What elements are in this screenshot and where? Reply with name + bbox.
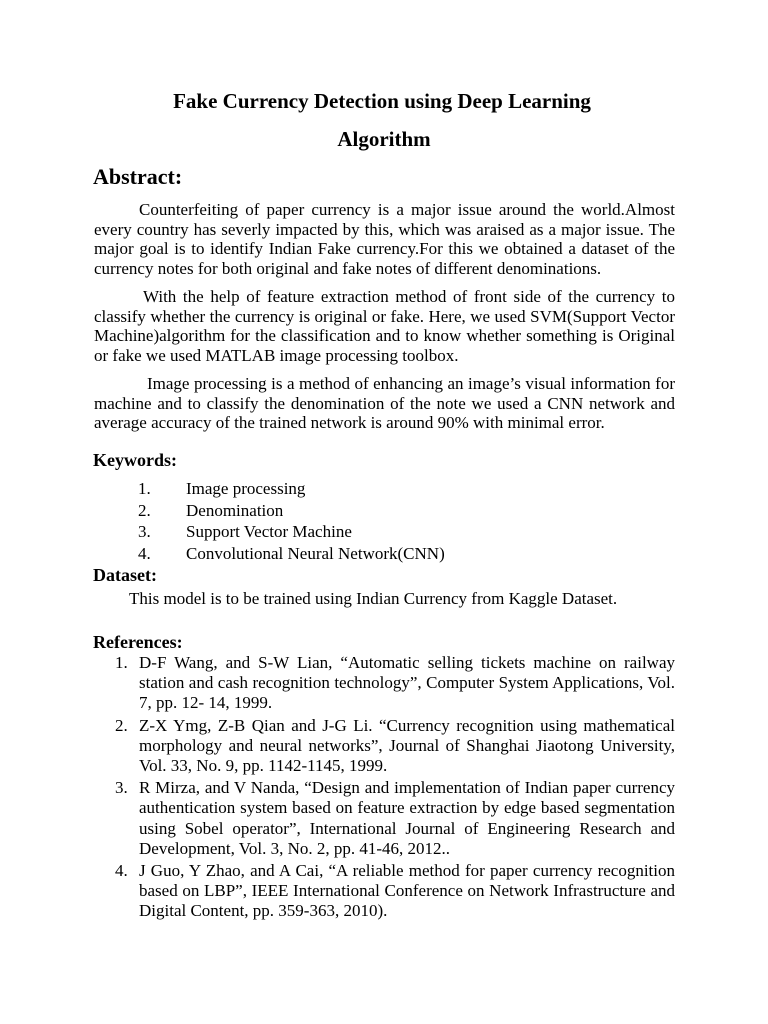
references-heading: References: xyxy=(93,632,183,652)
keyword-number: 1. xyxy=(138,479,151,498)
reference-text: J Guo, Y Zhao, and A Cai, “A reliable method for paper currency recognition based on LBP”, IEEE International Conference on Network Infrastructure and Digital Content, pp. 359-363, 2010). xyxy=(139,861,675,921)
reference-number: 1. xyxy=(115,653,128,672)
reference-number: 3. xyxy=(115,778,128,798)
keyword-item xyxy=(0,521,768,543)
abstract-paragraph-2: With the help of feature extraction method of front side of the currency to classify whether the currency is original or fake. Here, we used SVM(Support Vector Machine)algorithm for the classification and to know whether something is Original or fake we used MATLAB image processing toolbox. xyxy=(94,287,675,365)
keyword-number: 4. xyxy=(138,543,151,563)
reference-text: R Mirza, and V Nanda, “Design and implementation of Indian paper currency authentication system based on feature extraction by edge based segmentation using Sobel operator”, International Journal of Engineering Research and Development, Vol. 3, No. 2, pp. 41-46, 2012.. xyxy=(139,778,675,858)
keywords-list xyxy=(0,478,768,564)
keyword-number: 2. xyxy=(138,500,151,520)
document-title-line-1: Fake Currency Detection using Deep Learning xyxy=(173,89,591,113)
reference-item xyxy=(0,861,675,922)
document-title-line-2: Algorithm xyxy=(337,127,431,151)
reference-text: D-F Wang, and S-W Lian, “Automatic selling tickets machine on railway station and cash recognition technology”, Computer System Applications, Vol. 7, pp. 12- 14, 1999. xyxy=(139,653,675,713)
dataset-heading: Dataset: xyxy=(93,565,157,585)
abstract-paragraph-1: Counterfeiting of paper currency is a major issue around the world.Almost every country has severly impacted by this, which was araised as a major issue. The major goal is to identify Indian Fake currency.For this we obtained a dataset of the currency notes for both original and fake notes of different denominations. xyxy=(94,200,675,278)
reference-text: Z-X Ymg, Z-B Qian and J-G Li. “Currency recognition using mathematical morphology and neural networks”, Journal of Shanghai Jiaotong University, Vol. 33, No. 9, pp. 1142-1145, 1999. xyxy=(139,715,675,776)
keyword-text: Convolutional Neural Network(CNN) xyxy=(186,543,445,563)
keyword-text: Support Vector Machine xyxy=(186,522,352,541)
abstract-paragraph-3: Image processing is a method of enhancing an image’s visual information for machine and to classify the denomination of the note we used a CNN network and average accuracy of the trained network is around 90% with minimal error. xyxy=(94,374,675,432)
references-list xyxy=(0,653,768,924)
dataset-text: This model is to be trained using Indian Currency from Kaggle Dataset. xyxy=(129,589,618,608)
keyword-item xyxy=(0,500,768,522)
keyword-item xyxy=(0,543,768,565)
reference-item xyxy=(0,716,675,777)
reference-number: 4. xyxy=(115,861,128,881)
keyword-text: Denomination xyxy=(186,500,284,520)
reference-item xyxy=(0,778,675,859)
reference-number: 2. xyxy=(115,715,128,735)
keyword-item xyxy=(0,478,768,500)
reference-item xyxy=(0,653,675,714)
abstract-heading: Abstract: xyxy=(93,164,183,189)
keyword-text: Image processing xyxy=(186,479,306,498)
keywords-heading: Keywords: xyxy=(93,450,177,470)
keyword-number: 3. xyxy=(138,522,151,541)
